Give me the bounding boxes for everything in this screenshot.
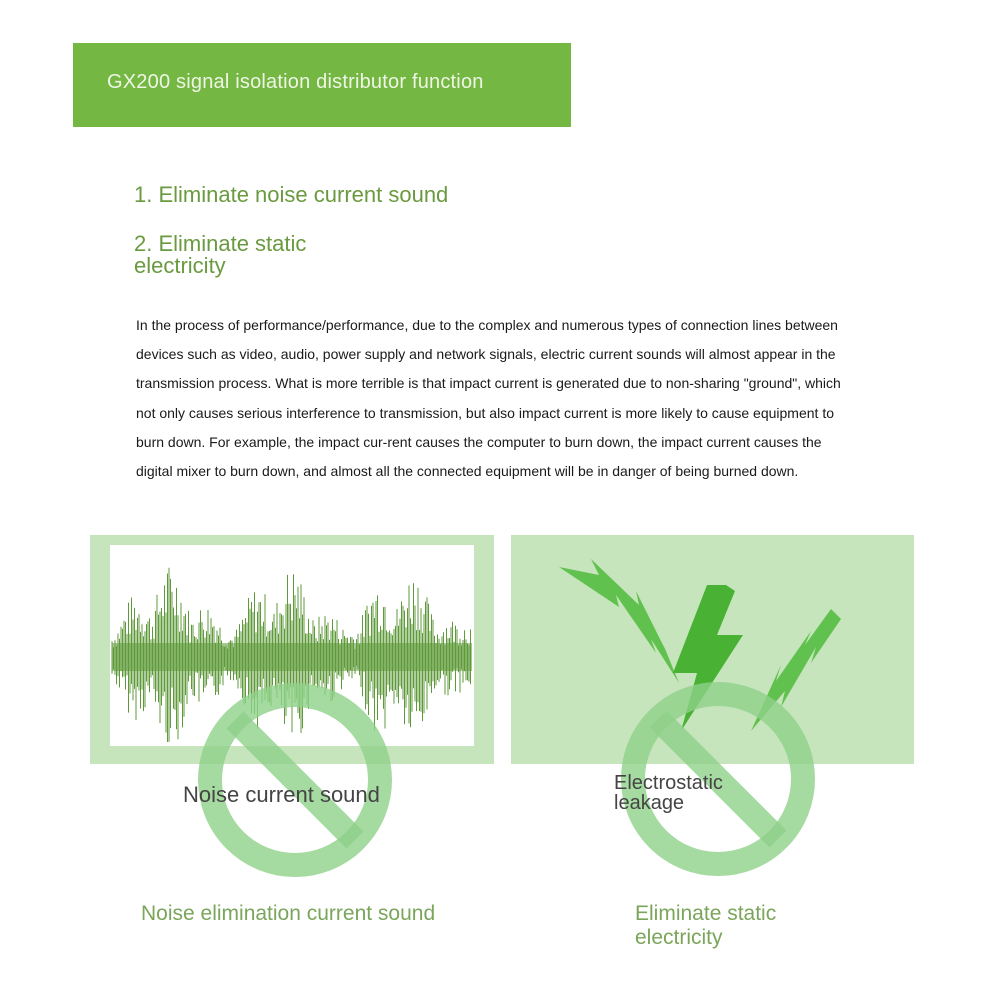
static-caption-text: Electrostatic leakage [614,772,723,814]
banner-title: GX200 signal isolation distributor function [107,71,484,93]
title-banner [73,43,571,127]
bottom-label-static: Eliminate static electricity [635,902,777,949]
feature-item-noise: 1. Eliminate noise current sound [134,182,449,207]
feature-item-static: 2. Eliminate static electricity [134,231,307,278]
bottom-label-noise: Noise elimination current sound [141,902,436,925]
description-paragraph: In the process of performance/performance, due to the complex and numerous types of connection lines between devices such as video, audio, power supply and network signals, electric current sounds will almost appear in the transmission process. What is more terrible is that impact current is generated due to non-sharing "ground", which not only causes serious interference to transmission, but also impact current is more likely to cause equipment to burn down. For example, the impact cur-rent causes the computer to burn down, the impact current causes the digital mixer to burn down, and almost all the connected equipment will be in danger of being burned down. [136,317,841,480]
prohibit-sign-icon [195,680,395,880]
noise-caption: Noise current sound [183,782,380,807]
static-caption [614,773,744,813]
